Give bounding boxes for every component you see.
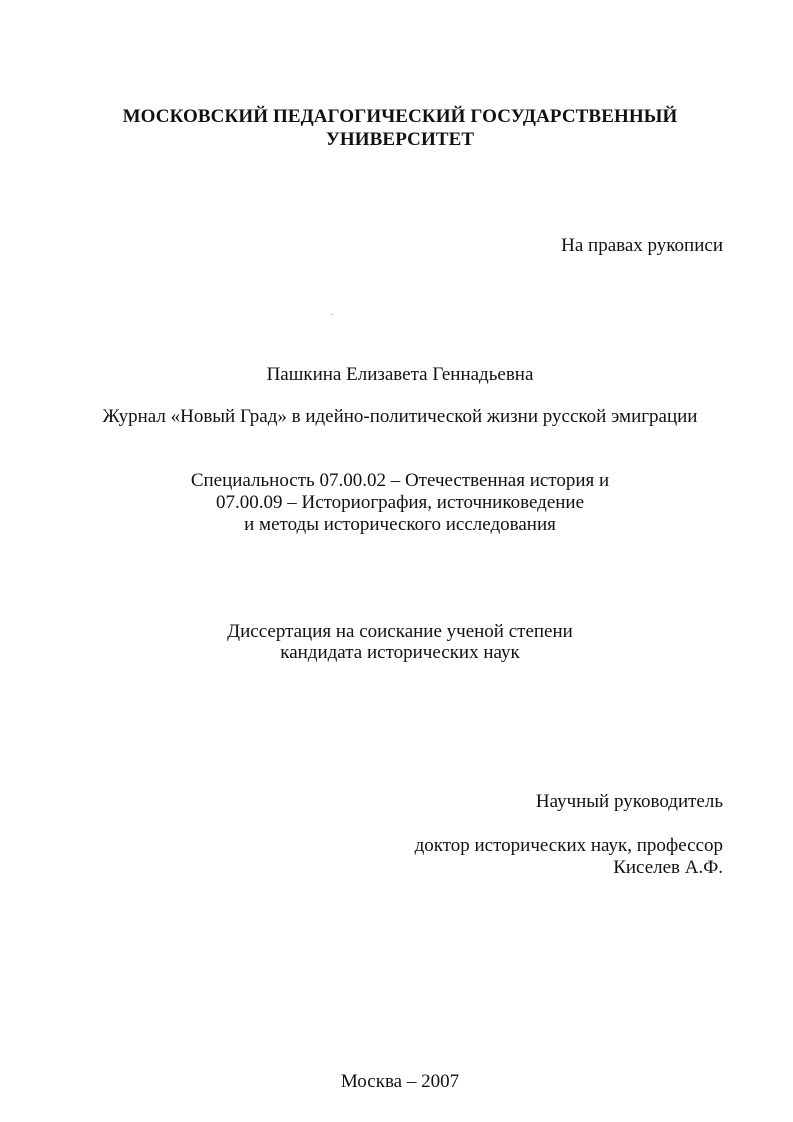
manuscript-note: На правах рукописи — [561, 235, 723, 256]
city-year: Москва – 2007 — [340, 1071, 460, 1092]
supervisor-credentials: доктор исторических наук, профессор — [414, 835, 723, 856]
university-name-line-1: МОСКОВСКИЙ ПЕДАГОГИЧЕСКИЙ ГОСУДАРСТВЕННЫЙ — [122, 106, 678, 127]
degree-line-1: Диссертация на соискание ученой степени — [227, 621, 573, 642]
supervisor-name: Киселев А.Ф. — [613, 857, 723, 878]
specialty-line-2: 07.00.09 – Историография, источниковедение — [215, 492, 585, 513]
scan-speck — [331, 314, 333, 315]
degree-line-2: кандидата исторических наук — [280, 642, 520, 663]
university-name-line-2: УНИВЕРСИТЕТ — [325, 129, 475, 150]
specialty-line-1: Специальность 07.00.02 – Отечественная история и — [190, 470, 610, 491]
supervisor-label: Научный руководитель — [535, 791, 723, 812]
author-name: Пашкина Елизавета Геннадьевна — [266, 364, 534, 385]
dissertation-title: Журнал «Новый Град» в идейно-политической жизни русской эмиграции — [102, 406, 698, 427]
specialty-line-3: и методы исторического исследования — [244, 514, 556, 535]
